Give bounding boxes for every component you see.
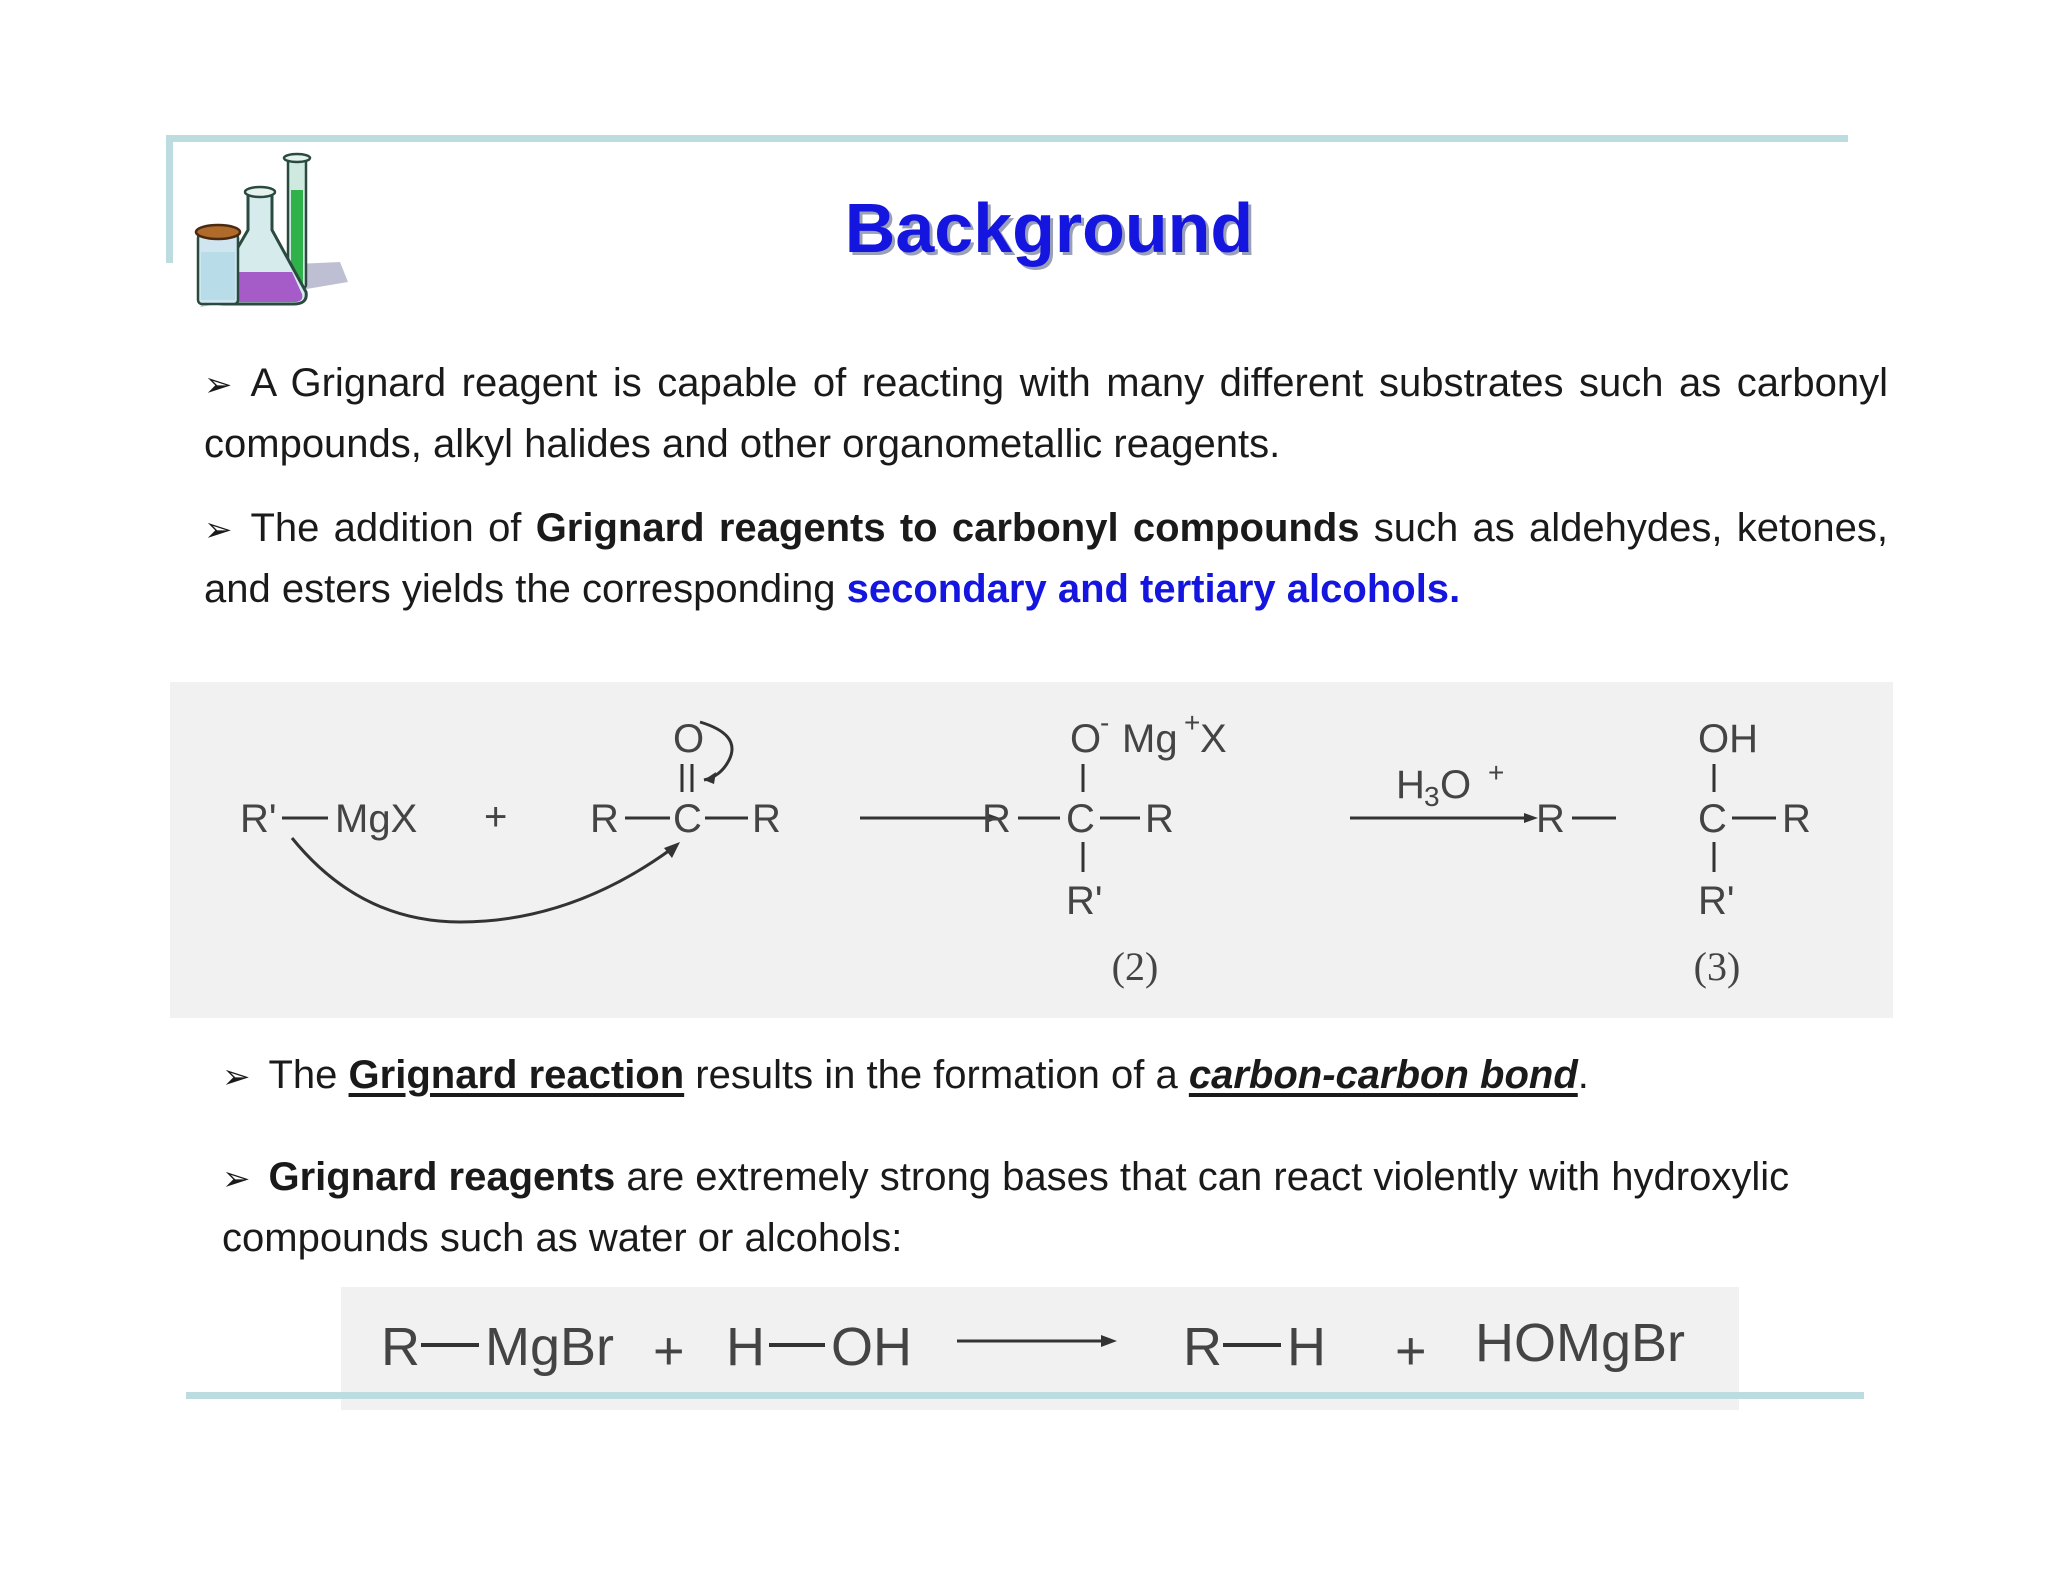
product-r-left: R [1536, 797, 1565, 841]
bullet-highlight-alcohols: secondary and tertiary alcohols [846, 567, 1450, 611]
product-h: H [1287, 1317, 1326, 1377]
hydronium-h: H [1396, 763, 1425, 807]
slide-title: Background [844, 189, 1254, 267]
intermediate-r-right: R [1145, 797, 1174, 841]
carbonyl-r-left: R [590, 797, 619, 841]
halide-x: X [1200, 717, 1227, 761]
carbonyl-r-right: R [752, 797, 781, 841]
bullet-bold-term: Grignard reagents [268, 1155, 616, 1199]
water-h: H [726, 1317, 765, 1377]
reactant-mgbr: MgBr [485, 1317, 615, 1377]
magnesium: Mg [1122, 717, 1178, 761]
magnesium-plus: + [1184, 707, 1201, 738]
bullet-marker: ➢ [222, 1160, 251, 1198]
intermediate-r-left: R [982, 797, 1011, 841]
bullet-capable-of-reacting [204, 354, 1888, 474]
product-r: R [1183, 1317, 1222, 1377]
bullet-text: are extremely strong bases that can react violently with hydroxylic compounds such as water or alcohols: [222, 1155, 1790, 1260]
plus-sign: + [1395, 1321, 1427, 1381]
carbonyl-oxygen: O [673, 717, 705, 761]
plus-sign: + [653, 1321, 685, 1381]
compound-label-2: (2) [1111, 944, 1159, 989]
product-r-prime: R' [1698, 879, 1735, 923]
slide-frame-top [166, 135, 1848, 142]
bullet-addition-to-carbonyl [204, 499, 1888, 619]
bullet-text-2: results in the formation of a [684, 1053, 1189, 1097]
intermediate-carbon: C [1066, 797, 1095, 841]
nucleophilic-attack-arrow [292, 838, 670, 922]
bullet-carbon-carbon-bond [222, 1046, 1882, 1107]
water-oh: OH [831, 1317, 912, 1377]
slide-frame-bottom [186, 1392, 1864, 1399]
electron-arrow-curve [700, 722, 732, 780]
bullet-emphasis-term: carbon-carbon bond [1188, 1053, 1578, 1097]
bullet-marker: ➢ [204, 366, 233, 404]
intermediate-r-prime: R' [1066, 879, 1103, 923]
reagent-r-prime: R' [240, 797, 277, 841]
bullet-text-2: such as aldehydes, ketones, and esters yields the corresponding [204, 506, 1888, 611]
hydronium-subscript: 3 [1424, 781, 1440, 812]
bullet-bold-phrase: Grignard reagents to carbonyl compounds [535, 506, 1360, 550]
arrowhead [1101, 1335, 1117, 1347]
product-hydroxyl: OH [1698, 717, 1758, 761]
arrowhead [664, 842, 680, 858]
alkoxide-minus: - [1100, 707, 1110, 738]
reactant-r: R [381, 1317, 420, 1377]
bullet-marker: ➢ [222, 1058, 251, 1096]
bullet-underlined-term: Grignard reaction [348, 1053, 685, 1097]
hydronium-o: O [1440, 763, 1472, 807]
hydronium-plus: + [1488, 757, 1505, 788]
product-carbon: C [1698, 797, 1727, 841]
bullet-strong-bases [222, 1148, 1892, 1268]
arrowhead [704, 772, 716, 784]
plus-sign: + [484, 795, 508, 839]
carbonyl-carbon: C [673, 797, 702, 841]
compound-label-3: (3) [1693, 944, 1741, 989]
bullet-period: . [1577, 1053, 1589, 1097]
bullet-period: . [1449, 567, 1461, 611]
reagent-mgx: MgX [335, 797, 418, 841]
product-r-right: R [1782, 797, 1811, 841]
product-homgbr: HOMgBr [1475, 1313, 1686, 1373]
bullet-text: A Grignard reagent is capable of reacting with many different substrates such as carbonyl compounds, alkyl halides and other organometallic reagents. [204, 361, 1888, 466]
grignard-carbonyl-reaction-panel [170, 682, 1893, 1018]
alkoxide-oxygen: O [1070, 717, 1102, 761]
bullet-marker: ➢ [204, 511, 233, 549]
bullet-text-1: The [268, 1053, 349, 1097]
grignard-carbonyl-reaction-scheme [170, 682, 1893, 1018]
bullet-text-1: The addition of [250, 506, 536, 550]
